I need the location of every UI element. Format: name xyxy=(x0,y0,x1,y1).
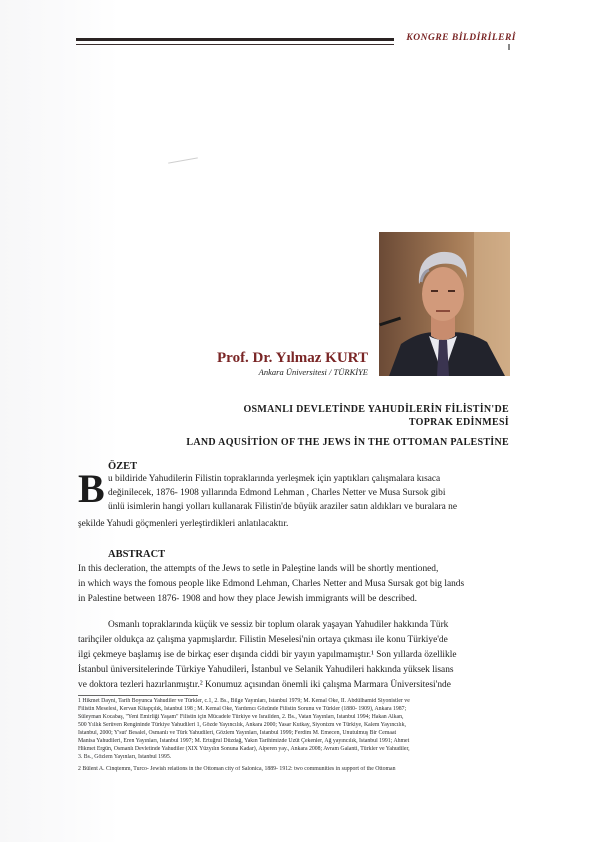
body-line: İstanbul üniversitelerinde Türkiye Yahudileri, İstanbul ve Selanik Yahudileri hakkında yüksek lisans xyxy=(78,665,454,675)
ozet-line: u bildiride Yahudilerin Filistin topraklarında yerleşmek için yaptıkları çalışmalara kısaca xyxy=(108,474,441,484)
header-mark xyxy=(508,44,510,50)
author-name: Prof. Dr. Yılmaz KURT xyxy=(217,350,368,366)
author-photo xyxy=(379,232,510,376)
title-english: LAND AQUSİTİON OF THE JEWS İN THE OTTOMAN PALESTİNE xyxy=(186,437,509,448)
body-line: ve doktora tezleri hazırlanmıştır.² Konumuz açısından önemli iki çalışma Marmara Üniversitesi'nde xyxy=(78,680,451,690)
title-turkish-line-2: TOPRAK EDİNMESİ xyxy=(408,417,509,428)
footnote-rule xyxy=(78,695,198,696)
abstract-heading: ABSTRACT xyxy=(108,549,166,560)
drop-cap: B xyxy=(78,466,105,511)
ozet-line: ünlü isimlerin hangi yolları kullanarak Filistin'de büyük araziler satın aldıkları ve buralara ne xyxy=(108,502,457,512)
author-affiliation: Ankara Üniversitesi / TÜRKİYE xyxy=(258,367,368,377)
footnote-line: Hikmet Ergün, Osmanlı Devletinde Yahudiler (XIX Yüzyılın Sonuna Kadar), Alperen yay., Ankara 2008; Avram Galanti, Türkler ve Yahudiler, xyxy=(78,746,410,752)
body-line: tarihçiler oldukça az çalışma yapmışlardır. Filistin Meselesi'nin ortaya çıkması ile konu Türkiye'de xyxy=(78,635,448,645)
header-rule-thin xyxy=(76,44,394,45)
title-turkish-line-1: OSMANLI DEVLETİNDE YAHUDİLERİN FİLİSTİN'DE xyxy=(243,404,509,415)
abstract-line: In this decleration, the attempts of the Jews to setle in Paleştine lands will be shortly mentioned, xyxy=(78,564,439,574)
ozet-heading: ÖZET xyxy=(108,461,138,472)
footnote-line: İstanbul, 2000; Y'sut' Besalel, Osmanlı ve Türk Yahudileri, Gözlem Yayınları, İstanbul 1999; Ferdim M. Emecen, Unutulmuş Bir Cemaat xyxy=(78,730,397,736)
footnote-line: Filistin Meselesi, Kervan Kitapçılık, İstanbul 198 ; M. Kemal Öke, Yardımcı Gözünde Filistin Sorunu ve Türkler (1880- 1909), Ankara 1987; xyxy=(78,706,407,712)
footnote-line: 3. Bs., Gözlem Yayınları, İstanbul 1995. xyxy=(78,754,172,760)
footnote-line: 500 Yıllık Serüven Rengininde Türkiye Yahudileri 1, Gözde Yayıncılık, Ankara 2000; Yasar Kutkay, Siyonizm ve Türkiye, Kalem Yayıncılık, xyxy=(78,722,406,728)
abstract-line: in which ways the fomous people like Edmond Lehman, Charles Netter and Musa Sursak got big lands xyxy=(78,579,465,589)
footnote-line: Manisa Yahudileri, Eren Yayınları, İstanbul 1997; M. Ertuğrul Düzdağ, Yakın Tarihimizde Üzüt Çekenler, Ağ yayıncılık, İstanbul 1991; Ahmet xyxy=(78,738,410,744)
running-header: KONGRE BİLDİRİLERİ xyxy=(406,33,516,43)
scan-smudge xyxy=(168,157,198,163)
footnote-line: Süleyman Kocabaş, "Yeni Emirliği Yaşam" Filistin için Mücadele Türkiye ve İsrailden, 2. Bs., Vatan Yayınları, İstanbul 1994; Hakan Alkan, xyxy=(78,714,404,720)
body-line: Osmanlı topraklarında küçük ve sessiz bir toplum olarak yaşayan Yahudiler hakkında Türk xyxy=(108,620,449,630)
abstract-line: in Palestine between 1876- 1908 and how they place Jewish immigrants will be described. xyxy=(78,594,417,604)
footnote-line: 2 Bülent A. Cinqtemm, Turco- Jewish relations in the Ottoman city of Salonica, 1889- 1912: two communities in support of the Ottoman xyxy=(78,766,396,772)
header-rule-thick xyxy=(76,38,394,41)
ozet-line: şekilde Yahudi göçmenleri yerleştirdikleri anlatılacaktır. xyxy=(78,519,289,529)
ozet-line: değinilecek, 1876- 1908 yıllarında Edmond Lehman , Charles Netter ve Musa Sursok gibi xyxy=(108,488,446,498)
body-line: ilgi çekmeye başlamış ise de birkaç eser dışında ciddi bir yayın yapılmamıştır.¹ Son yıllarda özellikle xyxy=(78,650,457,660)
footnote-line: 1 Hikmet Dayni, Tarih Boyunca Yahudiler ve Türkler, c.1, 2. Bs., Bilge Yayınları, İstanbul 1979; M. Kemal Öke, II. Abdülhamid Siyonistler ve xyxy=(78,698,410,704)
